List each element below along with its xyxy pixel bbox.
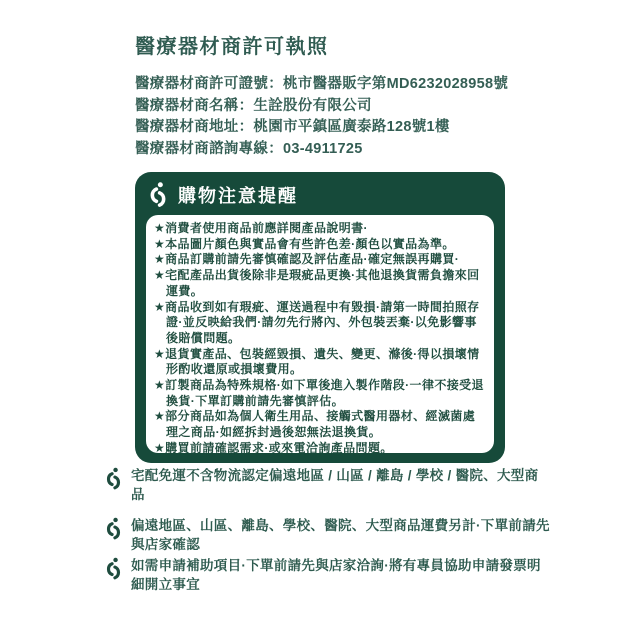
shopping-notice-header	[135, 172, 505, 215]
subsidy-note-text: 如需申請補助項目·下單前請先與店家洽詢·將有專員協助申請發票明細開立事宜	[131, 558, 541, 592]
notice-item: ★商品訂購前請先審慎確認及評估產品·確定無誤再購買·	[154, 252, 460, 267]
page-content	[135, 30, 555, 463]
shopping-notice-panel	[135, 172, 505, 463]
notice-item: ★消費者使用商品前應詳閱產品說明書·	[154, 221, 368, 235]
notice-item: ★本品圖片顏色與實品會有些許色差·顏色以實品為準。	[154, 236, 455, 251]
notice-item: ★購買前請確認需求·或來電洽詢產品問題。	[154, 440, 393, 453]
notice-item: ★部分商品如為個人衛生用品、接觸式醫用器材、經滅菌處理之商品·如經拆封過後恕無法退換貨。	[154, 409, 476, 440]
shopping-notice-title: 購物注意提醒	[178, 185, 298, 206]
license-address-line: 醫療器材商地址：桃園市平鎮區廣泰路128號1樓	[135, 119, 450, 135]
license-hotline-line: 醫療器材商諮詢專線：03-4911725	[135, 140, 363, 157]
remote-area-note-row	[104, 516, 552, 554]
remote-area-note-text: 偏遠地區、山區、離島、學校、醫院、大型商品運費另計·下單前請先與店家確認	[131, 518, 550, 552]
notice-item: ★訂製商品為特殊規格·如下單後進入製作階段·一律不接受退換貨·下單訂購前請先審慎評估。	[154, 378, 484, 408]
brand-swirl-icon	[147, 181, 169, 208]
subsidy-note-row	[104, 556, 552, 594]
notice-item: ★退貨實產品、包裝經毀損、遺失、變更、滌後·得以損壞情形酌收還原或損壞費用。	[154, 346, 480, 377]
shipping-note-row	[104, 466, 552, 504]
brand-swirl-icon	[104, 466, 123, 491]
notice-item: ★宅配產品出貨後除非是瑕疵品更換·其他退換貨需負擔來回運費。	[154, 268, 480, 298]
brand-swirl-icon	[104, 516, 123, 541]
license-number-line: 醫療器材商許可證號：桃市醫器販字第MD6232028958號	[135, 76, 509, 92]
notice-item: ★商品收到如有瑕疵、運送過程中有毀損·請第一時間拍照存證·並反映給我們·請勿先行將內、外包裝丟棄·以免影響事後賠償問題。	[154, 299, 480, 345]
shopping-notice-list	[154, 221, 486, 453]
shipping-note-text: 宅配免運不含物流認定偏遠地區 / 山區 / 離島 / 學校 / 醫院、大型商品	[131, 468, 539, 502]
brand-swirl-icon	[104, 556, 123, 581]
shopping-notice-body	[146, 215, 494, 453]
page-title: 醫療器材商許可執照	[135, 36, 329, 58]
license-company-line: 醫療器材商名稱：生詮股份有限公司	[135, 97, 372, 114]
license-info	[135, 74, 555, 160]
